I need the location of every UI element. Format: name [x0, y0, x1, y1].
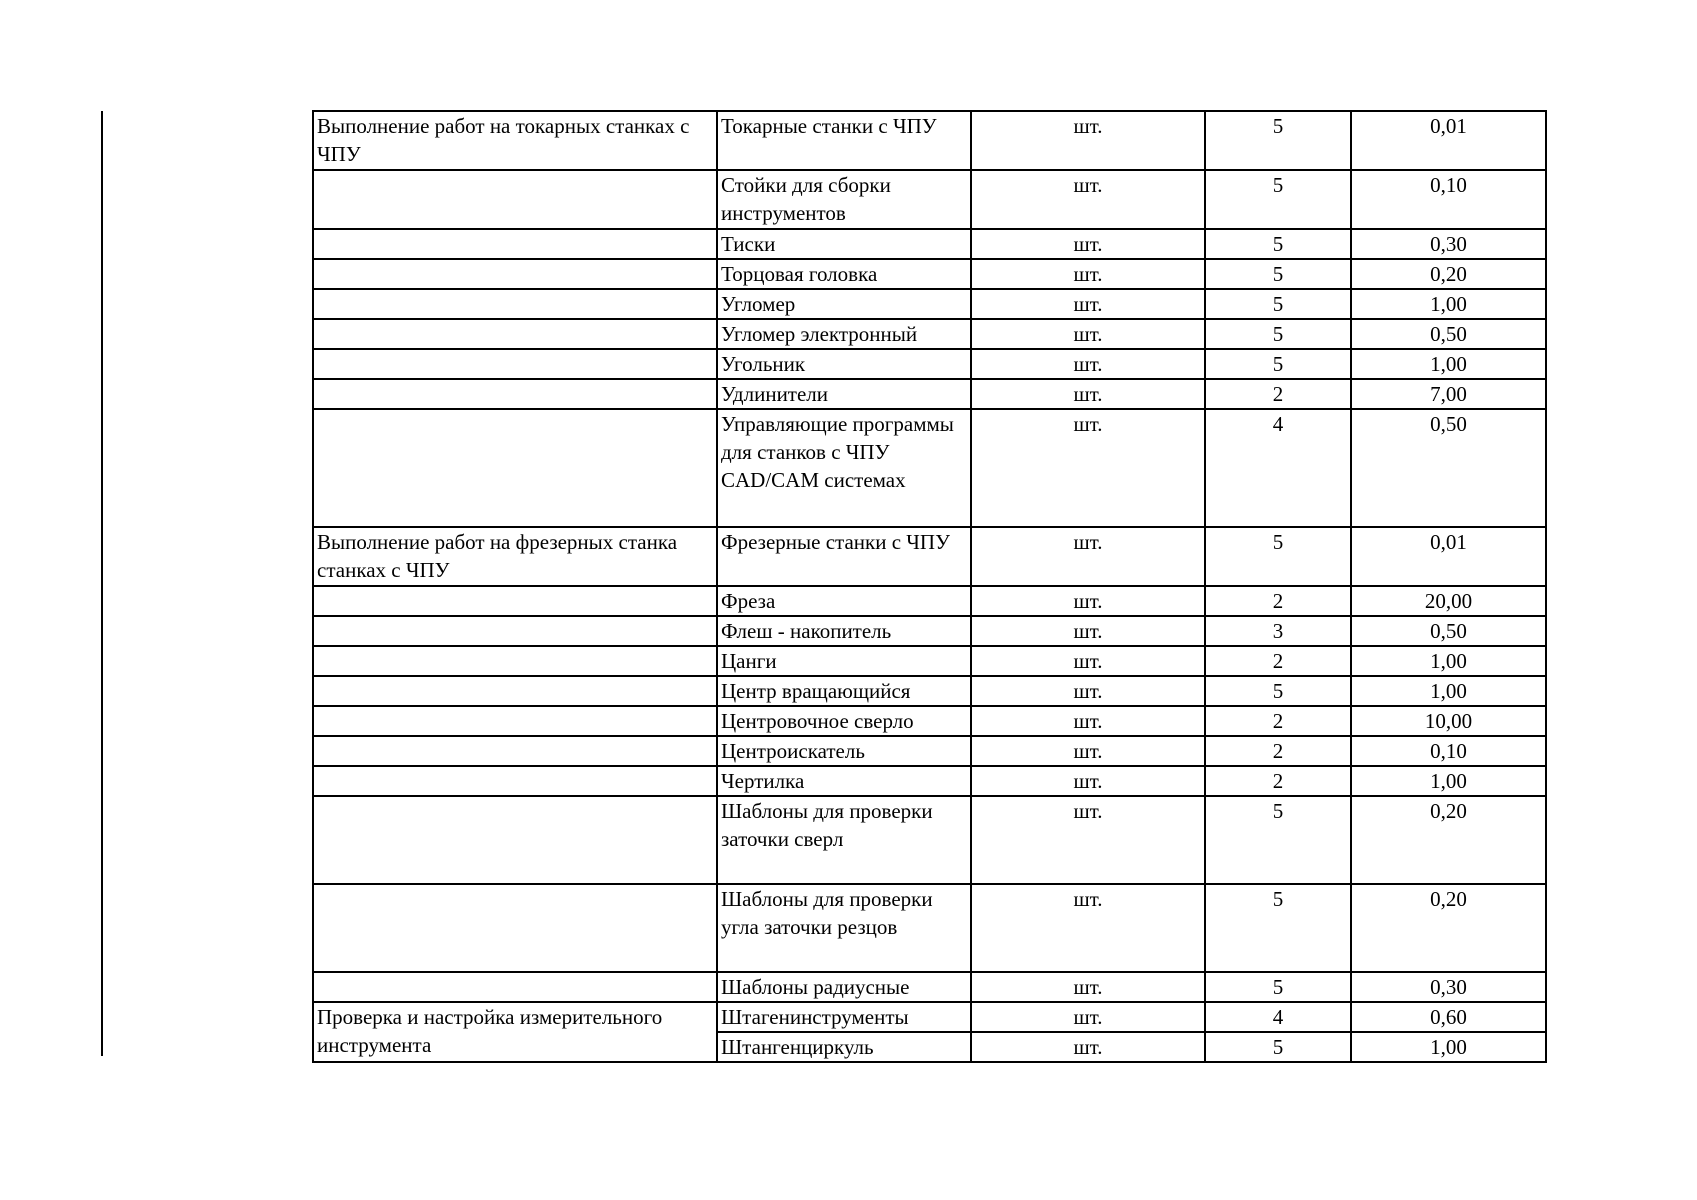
unit-cell: шт.: [971, 646, 1205, 676]
value-cell: 0,20: [1351, 259, 1546, 289]
quantity-cell: 5: [1205, 884, 1351, 972]
section-cell: Выполнение работ на фрезерных станка станках с ЧПУ: [313, 527, 717, 586]
section-cell: [313, 319, 717, 349]
table-row: [313, 527, 1546, 586]
value-cell: 1,00: [1351, 766, 1546, 796]
quantity-cell: 5: [1205, 676, 1351, 706]
value-cell: 1,00: [1351, 1032, 1546, 1062]
item-name-cell: Угломер: [717, 289, 971, 319]
section-cell: [313, 972, 717, 1002]
quantity-cell: 5: [1205, 111, 1351, 170]
section-cell: [313, 170, 717, 229]
item-name-cell: Торцовая головка: [717, 259, 971, 289]
table-row: [313, 289, 1546, 319]
section-cell: [313, 676, 717, 706]
section-cell: [313, 766, 717, 796]
quantity-cell: 3: [1205, 616, 1351, 646]
item-name-cell: Фреза: [717, 586, 971, 616]
section-cell: [313, 289, 717, 319]
section-cell: Проверка и настройка измерительного инструмента: [313, 1002, 717, 1062]
item-name-cell: Удлинители: [717, 379, 971, 409]
section-cell: [313, 259, 717, 289]
quantity-cell: 2: [1205, 706, 1351, 736]
section-cell: [313, 736, 717, 766]
unit-cell: шт.: [971, 616, 1205, 646]
quantity-cell: 5: [1205, 229, 1351, 259]
unit-cell: шт.: [971, 736, 1205, 766]
value-cell: 0,10: [1351, 736, 1546, 766]
table-row: [313, 1002, 1546, 1032]
value-cell: 0,20: [1351, 884, 1546, 972]
unit-cell: шт.: [971, 259, 1205, 289]
unit-cell: шт.: [971, 676, 1205, 706]
table-row: [313, 706, 1546, 736]
item-name-cell: Тиски: [717, 229, 971, 259]
item-name-cell: Фрезерные станки с ЧПУ: [717, 527, 971, 586]
unit-cell: шт.: [971, 1002, 1205, 1032]
unit-cell: шт.: [971, 229, 1205, 259]
section-cell: [313, 616, 717, 646]
item-name-cell: Флеш - накопитель: [717, 616, 971, 646]
item-name-cell: Шаблоны для проверки заточки сверл: [717, 796, 971, 884]
value-cell: 1,00: [1351, 289, 1546, 319]
value-cell: 1,00: [1351, 646, 1546, 676]
value-cell: 7,00: [1351, 379, 1546, 409]
value-cell: 0,20: [1351, 796, 1546, 884]
unit-cell: шт.: [971, 170, 1205, 229]
value-cell: 0,50: [1351, 409, 1546, 527]
item-name-cell: Штангенциркуль: [717, 1032, 971, 1062]
item-name-cell: Шаблоны для проверки угла заточки резцов: [717, 884, 971, 972]
value-cell: 0,30: [1351, 229, 1546, 259]
unit-cell: шт.: [971, 766, 1205, 796]
table-row: [313, 616, 1546, 646]
unit-cell: шт.: [971, 972, 1205, 1002]
unit-cell: шт.: [971, 111, 1205, 170]
quantity-cell: 5: [1205, 527, 1351, 586]
quantity-cell: 2: [1205, 736, 1351, 766]
table-row: [313, 379, 1546, 409]
equipment-table-body: [313, 111, 1546, 1062]
item-name-cell: Шаблоны радиусные: [717, 972, 971, 1002]
quantity-cell: 2: [1205, 766, 1351, 796]
section-cell: [313, 409, 717, 527]
value-cell: 0,60: [1351, 1002, 1546, 1032]
table-row: [313, 972, 1546, 1002]
item-name-cell: Центроискатель: [717, 736, 971, 766]
page-margin-line: [101, 111, 103, 1056]
table-row: [313, 409, 1546, 527]
value-cell: 0,50: [1351, 616, 1546, 646]
quantity-cell: 5: [1205, 289, 1351, 319]
item-name-cell: Центр вращающийся: [717, 676, 971, 706]
table-row: [313, 349, 1546, 379]
unit-cell: шт.: [971, 1032, 1205, 1062]
value-cell: 0,50: [1351, 319, 1546, 349]
table-row: [313, 229, 1546, 259]
quantity-cell: 5: [1205, 349, 1351, 379]
quantity-cell: 5: [1205, 319, 1351, 349]
quantity-cell: 5: [1205, 796, 1351, 884]
value-cell: 1,00: [1351, 676, 1546, 706]
table-row: [313, 796, 1546, 884]
section-cell: [313, 646, 717, 676]
table-row: [313, 319, 1546, 349]
section-cell: [313, 349, 717, 379]
quantity-cell: 5: [1205, 972, 1351, 1002]
unit-cell: шт.: [971, 706, 1205, 736]
section-cell: [313, 229, 717, 259]
table-row: [313, 586, 1546, 616]
value-cell: 0,01: [1351, 527, 1546, 586]
item-name-cell: Угольник: [717, 349, 971, 379]
item-name-cell: Токарные станки с ЧПУ: [717, 111, 971, 170]
item-name-cell: Управляющие программы для станков с ЧПУ CAD/CAM системах: [717, 409, 971, 527]
table-row: [313, 884, 1546, 972]
section-cell: [313, 884, 717, 972]
table-row: [313, 736, 1546, 766]
quantity-cell: 5: [1205, 259, 1351, 289]
unit-cell: шт.: [971, 379, 1205, 409]
section-cell: [313, 586, 717, 616]
item-name-cell: Цанги: [717, 646, 971, 676]
value-cell: 20,00: [1351, 586, 1546, 616]
unit-cell: шт.: [971, 884, 1205, 972]
unit-cell: шт.: [971, 289, 1205, 319]
quantity-cell: 4: [1205, 409, 1351, 527]
unit-cell: шт.: [971, 586, 1205, 616]
quantity-cell: 2: [1205, 586, 1351, 616]
unit-cell: шт.: [971, 409, 1205, 527]
value-cell: 1,00: [1351, 349, 1546, 379]
unit-cell: шт.: [971, 349, 1205, 379]
quantity-cell: 2: [1205, 379, 1351, 409]
section-cell: Выполнение работ на токарных станках с ЧПУ: [313, 111, 717, 170]
item-name-cell: Стойки для сборки инструментов: [717, 170, 971, 229]
section-cell: [313, 706, 717, 736]
unit-cell: шт.: [971, 527, 1205, 586]
item-name-cell: Угломер электронный: [717, 319, 971, 349]
value-cell: 0,01: [1351, 111, 1546, 170]
value-cell: 0,30: [1351, 972, 1546, 1002]
table-row: [313, 259, 1546, 289]
unit-cell: шт.: [971, 796, 1205, 884]
table-row: [313, 170, 1546, 229]
table-row: [313, 111, 1546, 170]
table-row: [313, 646, 1546, 676]
table-row: [313, 766, 1546, 796]
item-name-cell: Чертилка: [717, 766, 971, 796]
equipment-table: [312, 110, 1547, 1063]
item-name-cell: Центровочное сверло: [717, 706, 971, 736]
value-cell: 0,10: [1351, 170, 1546, 229]
section-cell: [313, 796, 717, 884]
section-cell: [313, 379, 717, 409]
quantity-cell: 4: [1205, 1002, 1351, 1032]
quantity-cell: 5: [1205, 170, 1351, 229]
quantity-cell: 5: [1205, 1032, 1351, 1062]
unit-cell: шт.: [971, 319, 1205, 349]
quantity-cell: 2: [1205, 646, 1351, 676]
table-row: [313, 676, 1546, 706]
item-name-cell: Штагенинструменты: [717, 1002, 971, 1032]
value-cell: 10,00: [1351, 706, 1546, 736]
